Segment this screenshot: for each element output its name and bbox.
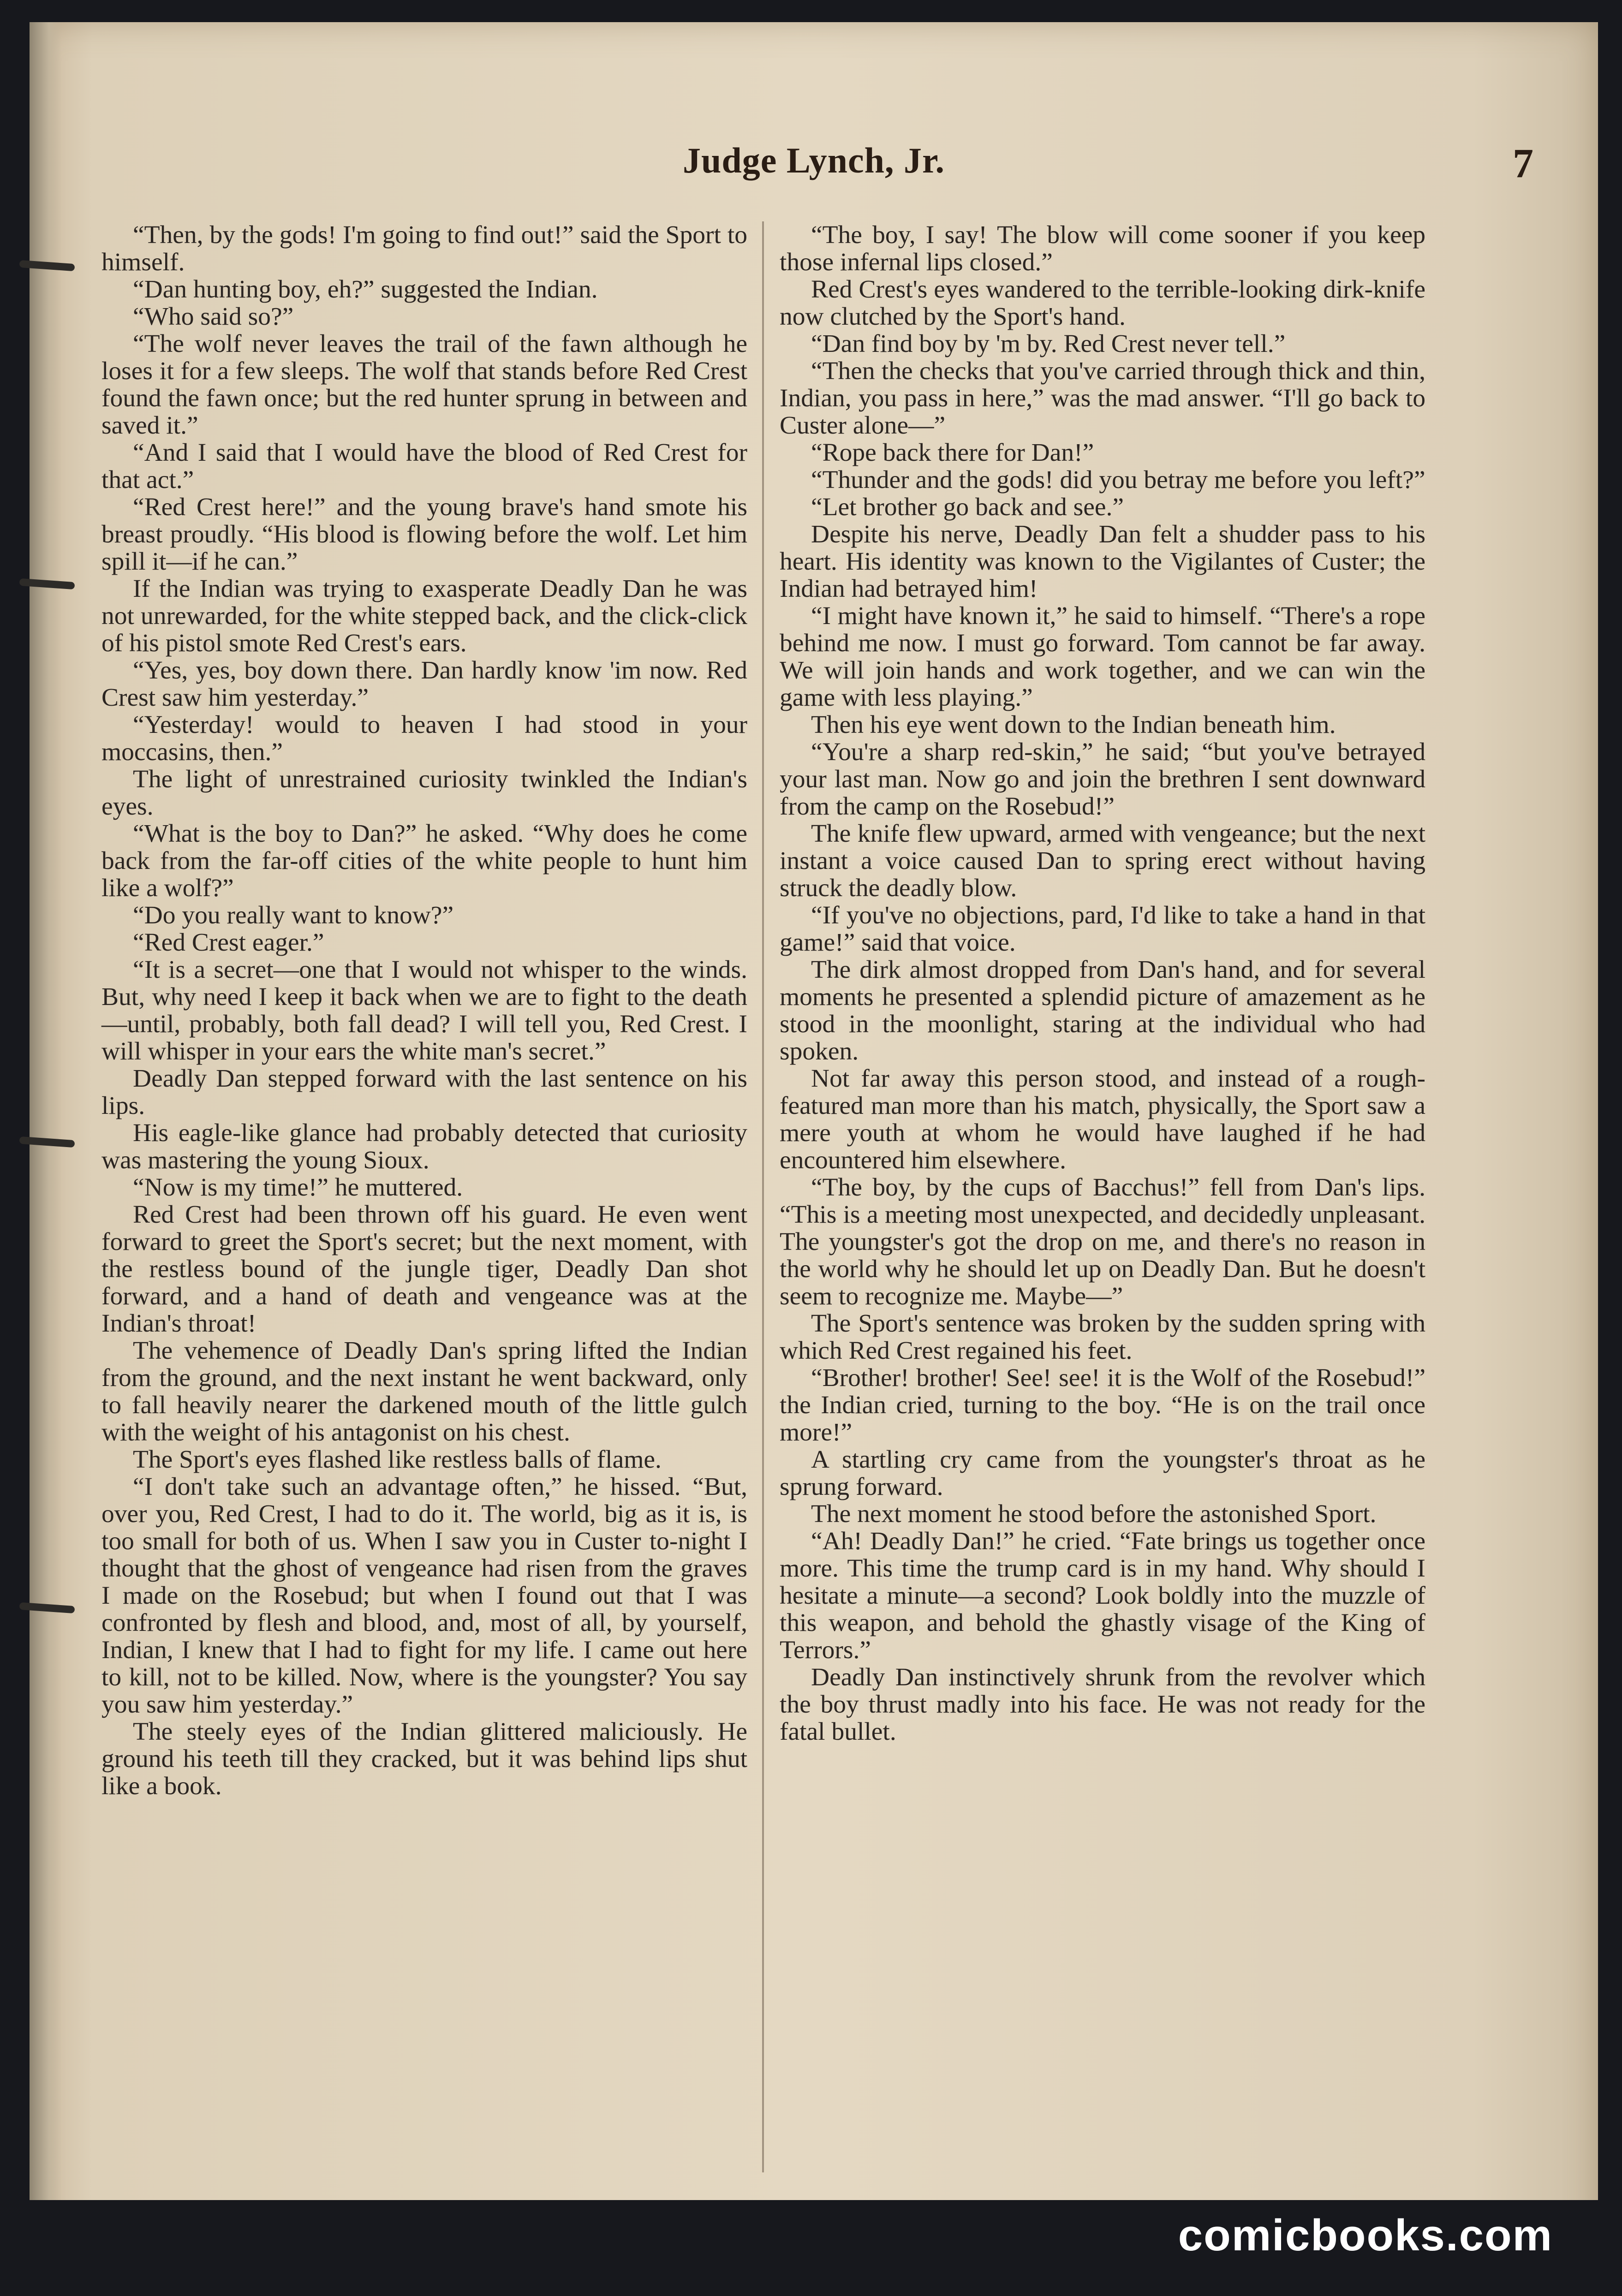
- paragraph: Deadly Dan instinctively shrunk from the revolver which the boy thrust madly into his face. He was not ready for the fatal bullet.: [780, 1663, 1425, 1746]
- right-text-column: [780, 221, 1425, 2200]
- paragraph: The vehemence of Deadly Dan's spring lifted the Indian from the ground, and the next instant he went backward, only to fall heavily nearer the darkened mouth of the little gulch with the weight of his antagonist on his chest.: [101, 1337, 747, 1446]
- running-title: Judge Lynch, Jr.: [683, 140, 945, 180]
- paragraph: “The wolf never leaves the trail of the fawn although he loses it for a few sleeps. The wolf that stands before Red Crest found the fawn once; but the red hunter sprung in between and saved it.”: [101, 330, 747, 440]
- paragraph: “Yes, yes, boy down there. Dan hardly know 'im now. Red Crest saw him yesterday.”: [101, 656, 747, 712]
- left-text-column: [101, 221, 747, 2200]
- paragraph: His eagle-like glance had probably detected that curiosity was mastering the young Sioux.: [101, 1119, 747, 1174]
- paragraph: “Dan find boy by 'm by. Red Crest never tell.”: [811, 330, 1286, 358]
- watermark-text: comicbooks.com: [1178, 2211, 1553, 2260]
- paragraph: Red Crest had been thrown off his guard. He even went forward to greet the Sport's secret; but the next moment, with the restless bound of the jungle tiger, Deadly Dan shot forward, and a hand of death and vengeance was at the Indian's throat!: [101, 1201, 747, 1338]
- paragraph: “Do you really want to know?”: [133, 901, 454, 929]
- watermark-bar: [0, 2200, 1622, 2296]
- paragraph: “I might have known it,” he said to himself. “There's a rope behind me now. I must go forward. Tom cannot be far away. We will join hands and work together, and we can win the game with less playing.”: [780, 602, 1425, 712]
- paragraph: “You're a sharp red-skin,” he said; “but you've betrayed your last man. Now go and join the brethren I sent downward from the camp on the Rosebud!”: [780, 738, 1425, 821]
- paragraph: Deadly Dan stepped forward with the last sentence on his lips.: [101, 1065, 747, 1120]
- column-divider: [762, 221, 764, 2172]
- page-number: 7: [1513, 141, 1533, 186]
- paragraph: The knife flew upward, armed with vengeance; but the next instant a voice caused Dan to spring erect without having struck the deadly blow.: [780, 820, 1425, 902]
- paragraph: “Red Crest here!” and the young brave's hand smote his breast proudly. “His blood is flowing before the wolf. Let him spill it—if he can.”: [101, 493, 747, 576]
- paragraph: “Thunder and the gods! did you betray me before you left?”: [811, 466, 1425, 494]
- paragraph: “Ah! Deadly Dan!” he cried. “Fate brings us together once more. This time the trump card is in my hand. Why should I hesitate a minute—a second? Look boldly into the muzzle of this weapon, and behold the ghastly visage of the King of Terrors.”: [780, 1527, 1425, 1664]
- paragraph: If the Indian was trying to exasperate Deadly Dan he was not unrewarded, for the white stepped back, and the click-click of his pistol smote Red Crest's ears.: [101, 575, 747, 657]
- paragraph: “Now is my time!” he muttered.: [133, 1173, 463, 1202]
- paragraph: A startling cry came from the youngster's throat as he sprung forward.: [780, 1445, 1425, 1501]
- paragraph: “If you've no objections, pard, I'd like to take a hand in that game!” said that voice.: [780, 901, 1425, 957]
- paragraph: The dirk almost dropped from Dan's hand, and for several moments he presented a splendid picture of amazement as he stood in the moonlight, staring at the individual who had spoken.: [780, 956, 1425, 1065]
- paragraph: “Red Crest eager.”: [133, 928, 324, 957]
- paragraph: “Brother! brother! See! see! it is the Wolf of the Rosebud!” the Indian cried, turning to the boy. “He is on the trail once more!”: [780, 1364, 1425, 1446]
- paragraph: “The boy, by the cups of Bacchus!” fell from Dan's lips. “This is a meeting most unexpected, and decidedly unpleasant. The youngster's got the drop on me, and there's no reason in the world why he should let up on Deadly Dan. But he doesn't seem to recognize me. Maybe—”: [780, 1173, 1425, 1310]
- paragraph: “And I said that I would have the blood of Red Crest for that act.”: [101, 439, 747, 494]
- paragraph: “Let brother go back and see.”: [811, 493, 1124, 521]
- paragraph: “The boy, I say! The blow will come sooner if you keep those infernal lips closed.”: [780, 221, 1425, 276]
- paragraph: “Dan hunting boy, eh?” suggested the Indian.: [133, 275, 598, 303]
- paragraph: Despite his nerve, Deadly Dan felt a shudder pass to his heart. His identity was known to the Vigilantes of Custer; the Indian had betrayed him!: [780, 520, 1425, 603]
- paragraph: Not far away this person stood, and instead of a rough-featured man more than his match, physically, the Sport saw a mere youth at whom he would have laughed if he had encountered him elsewhere.: [780, 1065, 1425, 1174]
- paragraph: The light of unrestrained curiosity twinkled the Indian's eyes.: [101, 765, 747, 821]
- paragraph: “Who said so?”: [133, 303, 294, 331]
- paragraph: The steely eyes of the Indian glittered maliciously. He ground his teeth till they cracked, but it was behind lips shut like a book.: [101, 1718, 747, 1800]
- paragraph: “What is the boy to Dan?” he asked. “Why does he come back from the far-off cities of the white people to hunt him like a wolf?”: [101, 820, 747, 902]
- paragraph: “Yesterday! would to heaven I had stood in your moccasins, then.”: [101, 711, 747, 766]
- paragraph: “Rope back there for Dan!”: [811, 439, 1094, 467]
- page-header: [30, 140, 1598, 204]
- paragraph: The Sport's eyes flashed like restless balls of flame.: [133, 1445, 662, 1474]
- paragraph: “It is a secret—one that I would not whisper to the winds. But, why need I keep it back when we are to fight to the death—until, probably, both fall dead? I will tell you, Red Crest. I will whisper in your ears the white man's secret.”: [101, 956, 747, 1065]
- paragraph: Then his eye went down to the Indian beneath him.: [811, 711, 1336, 739]
- paragraph: “Then the checks that you've carried through thick and thin, Indian, you pass in here,” was the mad answer. “I'll go back to Custer alone—”: [780, 357, 1425, 440]
- paragraph: “I don't take such an advantage often,” he hissed. “But, over you, Red Crest, I had to do it. The world, big as it is, is too small for both of us. When I saw you in Custer to-night I thought that the ghost of vengeance had risen from the graves I made on the Rosebud; but when I found out that I was confronted by flesh and blood, and, most of all, by yourself, Indian, I knew that I had to fight for my life. I came out here to kill, not to be killed. Now, where is the youngster? You say you saw him yesterday.”: [101, 1473, 747, 1719]
- paragraph: “Then, by the gods! I'm going to find out!” said the Sport to himself.: [101, 221, 747, 276]
- paragraph: The Sport's sentence was broken by the sudden spring with which Red Crest regained his feet.: [780, 1309, 1425, 1365]
- paragraph: Red Crest's eyes wandered to the terrible-looking dirk-knife now clutched by the Sport's hand.: [780, 275, 1425, 331]
- paragraph: The next moment he stood before the astonished Sport.: [811, 1500, 1377, 1528]
